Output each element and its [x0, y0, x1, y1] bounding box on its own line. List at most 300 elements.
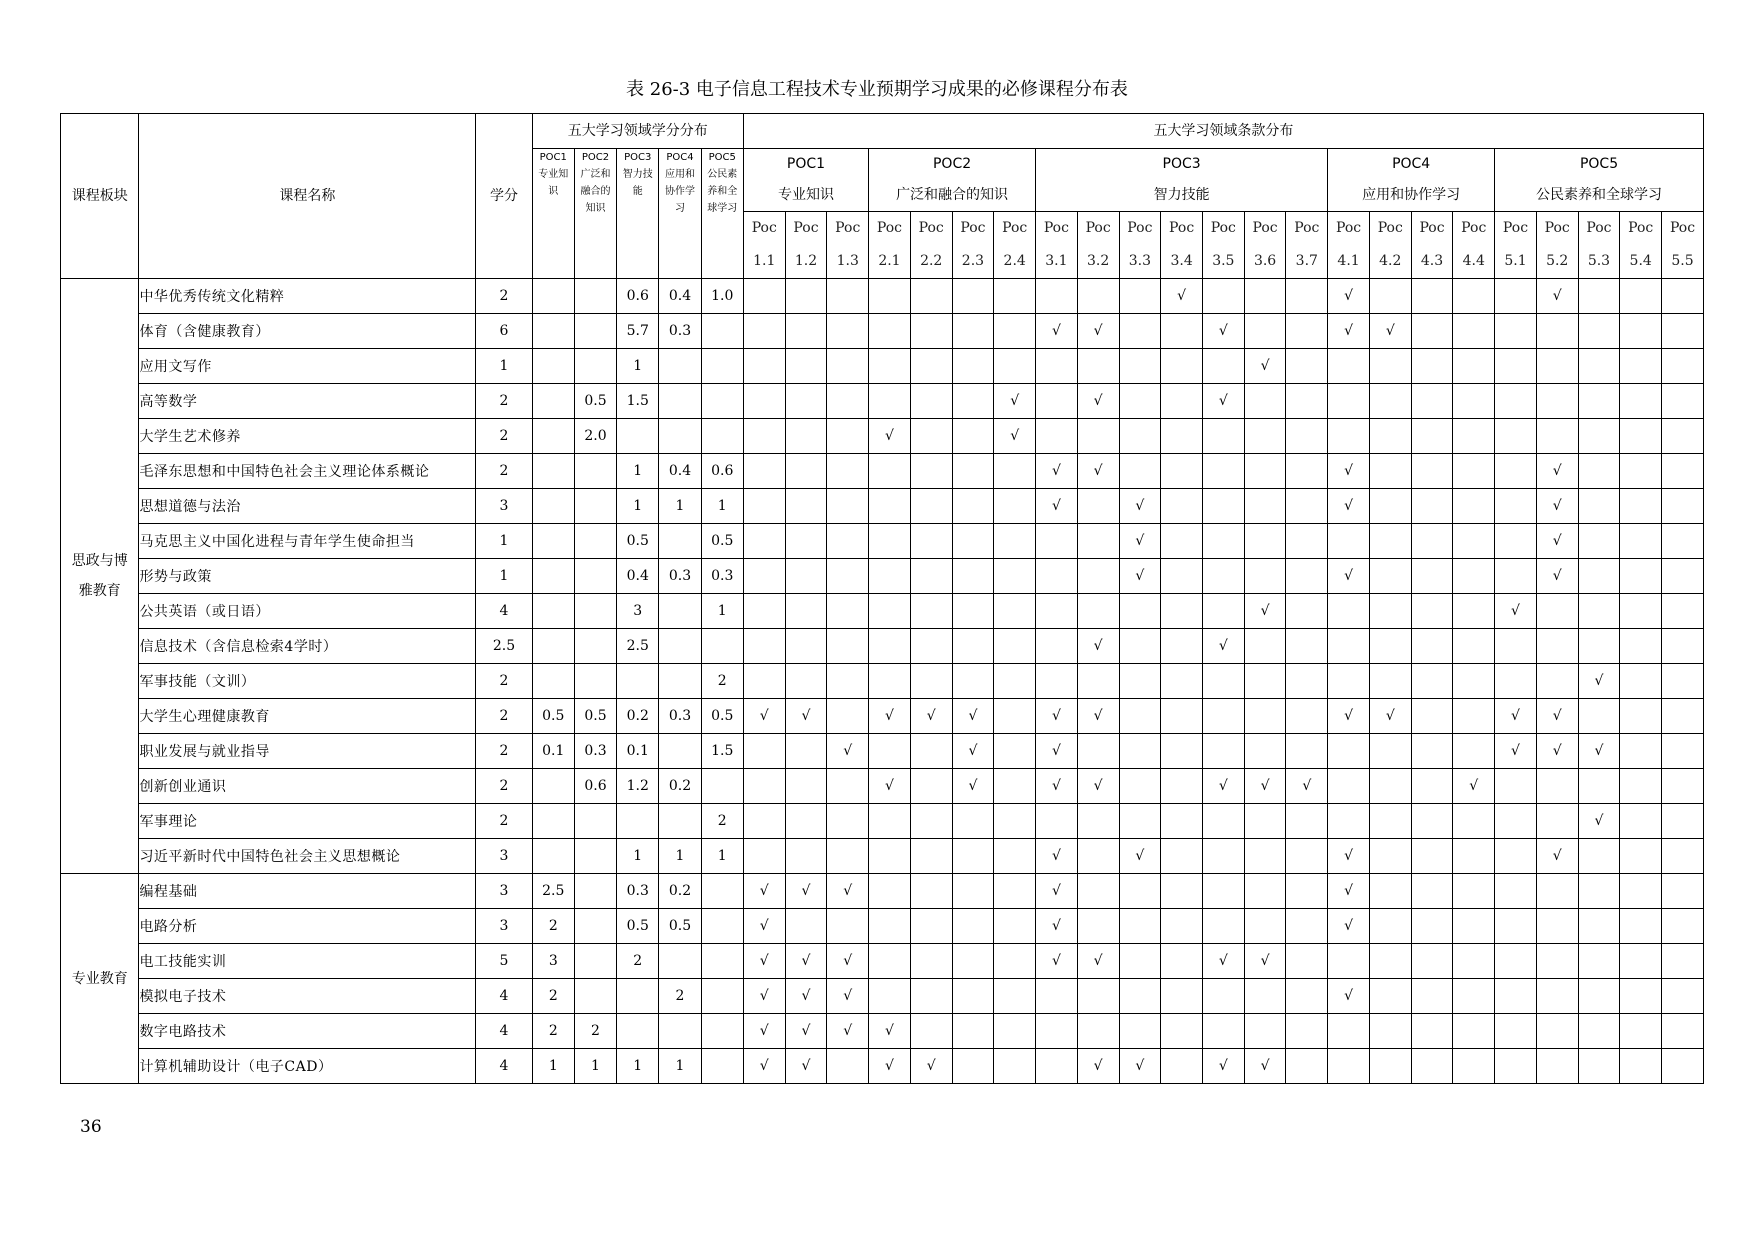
credit-dist-cell [701, 629, 743, 664]
poc-check-cell [952, 524, 994, 559]
check-mark: √ [1552, 288, 1562, 304]
check-mark: √ [801, 1058, 811, 1074]
poc-check-cell [1495, 804, 1537, 839]
poc-check-cell [1662, 594, 1704, 629]
check-mark: √ [1344, 498, 1353, 514]
poc-check-cell [1536, 559, 1578, 594]
poc-check-cell [1244, 419, 1286, 454]
poc-item-number: 5.2 [1546, 253, 1569, 269]
poc-check-cell [1495, 979, 1537, 1014]
credit-dist-cell [574, 524, 616, 559]
check-mark: √ [843, 743, 853, 759]
poc-check-cell [785, 524, 827, 559]
check-mark: √ [759, 883, 769, 899]
course-credit: 1 [476, 524, 532, 559]
poc-check-cell [910, 734, 952, 769]
credit-dist-cell [701, 874, 743, 909]
credit-dist-cell: 2 [532, 979, 574, 1014]
check-mark: √ [759, 988, 769, 1004]
poc-check-cell [1578, 629, 1620, 664]
poc-check-cell [1369, 699, 1411, 734]
poc-check-cell [1620, 489, 1662, 524]
header-line: POC5 [708, 152, 736, 163]
poc-check-cell [1620, 524, 1662, 559]
check-mark: √ [801, 1023, 811, 1039]
poc-check-cell [743, 734, 785, 769]
credit-dist-cell [532, 594, 574, 629]
poc-check-cell [1036, 419, 1078, 454]
poc-item-prefix: Poc [1502, 220, 1529, 236]
credit-dist-cell [617, 1014, 659, 1049]
poc-check-cell [1119, 979, 1161, 1014]
check-mark: √ [801, 988, 811, 1004]
poc-check-cell [1244, 839, 1286, 874]
poc-check-cell [1620, 1014, 1662, 1049]
poc-item-number: 1.3 [836, 253, 859, 269]
poc-check-cell [1369, 314, 1411, 349]
course-credit: 2 [476, 699, 532, 734]
poc-check-cell [869, 909, 911, 944]
poc-check-cell [1328, 664, 1370, 699]
check-mark: √ [1093, 1058, 1103, 1074]
poc-check-cell [910, 524, 952, 559]
credit-dist-cell [701, 979, 743, 1014]
poc-check-cell [1036, 979, 1078, 1014]
poc-item-number: 3.2 [1087, 253, 1110, 269]
header-poc-item [1077, 212, 1119, 279]
credit-dist-cell: 1 [617, 489, 659, 524]
credit-dist-cell: 0.5 [659, 909, 701, 944]
poc-check-cell [1202, 279, 1244, 314]
check-mark: √ [759, 953, 769, 969]
credit-dist-cell: 0.5 [574, 699, 616, 734]
poc-check-cell [1328, 944, 1370, 979]
poc-check-cell [1578, 1049, 1620, 1084]
course-name: 电工技能实训 [139, 944, 476, 979]
poc-check-cell [1578, 489, 1620, 524]
check-mark: √ [968, 778, 978, 794]
poc-check-cell [1244, 909, 1286, 944]
poc-check-cell [869, 454, 911, 489]
poc-check-cell [1453, 734, 1495, 769]
poc-check-cell [785, 1014, 827, 1049]
poc-check-cell [1536, 314, 1578, 349]
poc-check-cell [1036, 489, 1078, 524]
course-credit: 3 [476, 489, 532, 524]
poc-check-cell [743, 314, 785, 349]
header-poc-group-1 [743, 149, 868, 212]
poc-check-cell [1411, 699, 1453, 734]
poc-item-prefix: Poc [1085, 220, 1111, 236]
credit-dist-cell: 0.1 [617, 734, 659, 769]
poc-check-cell [1161, 454, 1203, 489]
poc-check-cell [1662, 559, 1704, 594]
credit-dist-cell [532, 384, 574, 419]
poc-check-cell [1620, 1049, 1662, 1084]
course-name: 习近平新时代中国特色社会主义思想概论 [139, 839, 476, 874]
poc-check-cell [1369, 909, 1411, 944]
poc-check-cell [827, 1049, 869, 1084]
poc-check-cell [1119, 454, 1161, 489]
poc-check-cell [1286, 524, 1328, 559]
poc-check-cell [1036, 594, 1078, 629]
credit-dist-cell: 0.3 [701, 559, 743, 594]
poc-check-cell [1077, 594, 1119, 629]
poc-check-cell [1286, 629, 1328, 664]
check-mark: √ [1344, 848, 1353, 864]
table-row [61, 629, 1704, 664]
poc-check-cell [1453, 839, 1495, 874]
credit-dist-cell: 2 [532, 909, 574, 944]
course-credit: 4 [476, 979, 532, 1014]
check-mark: √ [759, 1058, 769, 1074]
poc-check-cell [1328, 874, 1370, 909]
credit-dist-cell: 0.4 [617, 559, 659, 594]
poc-check-cell [994, 804, 1036, 839]
credit-dist-cell [701, 384, 743, 419]
poc-check-cell [910, 1049, 952, 1084]
course-credit: 2 [476, 664, 532, 699]
poc-check-cell [827, 419, 869, 454]
poc-item-prefix: Poc [793, 220, 819, 236]
poc-check-cell [827, 279, 869, 314]
credit-dist-cell: 0.5 [701, 524, 743, 559]
poc-check-cell [910, 629, 952, 664]
table-row [61, 664, 1704, 699]
poc-check-cell [1578, 279, 1620, 314]
poc-check-cell [1119, 279, 1161, 314]
poc-check-cell [1202, 944, 1244, 979]
header-poc-item [1119, 212, 1161, 279]
poc-check-cell [1328, 314, 1370, 349]
poc-group-name: 专业知识 [777, 187, 834, 203]
check-mark: √ [1511, 743, 1520, 759]
poc-check-cell [1620, 664, 1662, 699]
poc-check-cell [1119, 314, 1161, 349]
poc-check-cell [1495, 909, 1537, 944]
poc-check-cell [869, 349, 911, 384]
credit-dist-cell: 1 [701, 594, 743, 629]
check-mark: √ [1051, 918, 1061, 934]
poc-check-cell [1369, 1049, 1411, 1084]
check-mark: √ [1051, 323, 1061, 339]
poc-item-number: 2.1 [878, 253, 901, 269]
credit-dist-cell [659, 664, 701, 699]
credit-dist-cell [574, 349, 616, 384]
poc-item-number: 5.3 [1587, 253, 1611, 269]
poc-check-cell [1161, 909, 1203, 944]
poc-check-cell [1202, 874, 1244, 909]
credit-dist-cell: 0.3 [659, 699, 701, 734]
course-name: 模拟电子技术 [139, 979, 476, 1014]
poc-check-cell [1077, 874, 1119, 909]
header-poc-group-5 [1495, 149, 1704, 212]
header-poc-credit-1 [532, 149, 574, 279]
poc-check-cell [869, 489, 911, 524]
check-mark: √ [1302, 778, 1312, 794]
poc-check-cell [910, 384, 952, 419]
poc-check-cell [1244, 664, 1286, 699]
poc-check-cell [1578, 769, 1620, 804]
poc-check-cell [952, 349, 994, 384]
course-credit: 4 [476, 594, 532, 629]
check-mark: √ [1344, 708, 1353, 724]
poc-item-prefix: Poc [1461, 220, 1487, 236]
course-credit: 2 [476, 769, 532, 804]
poc-check-cell [1286, 769, 1328, 804]
course-name: 高等数学 [139, 384, 476, 419]
poc-check-cell [1578, 594, 1620, 629]
header-poc-item [1662, 212, 1704, 279]
credit-dist-cell [574, 279, 616, 314]
poc-check-cell [1328, 559, 1370, 594]
poc-check-cell [785, 559, 827, 594]
poc-check-cell [910, 559, 952, 594]
check-mark: √ [1344, 568, 1353, 584]
check-mark: √ [1051, 848, 1061, 864]
poc-check-cell [1411, 804, 1453, 839]
poc-check-cell [1620, 699, 1662, 734]
table-row [61, 454, 1704, 489]
poc-check-cell [1286, 279, 1328, 314]
check-mark: √ [759, 918, 769, 934]
poc-check-cell [869, 279, 911, 314]
poc-check-cell [1036, 559, 1078, 594]
poc-check-cell [743, 349, 785, 384]
poc-check-cell [1495, 1014, 1537, 1049]
poc-check-cell [1536, 909, 1578, 944]
poc-check-cell [1662, 804, 1704, 839]
poc-check-cell [994, 454, 1036, 489]
poc-item-prefix: Poc [835, 220, 861, 236]
header-poc-item [1286, 212, 1328, 279]
poc-check-cell [1495, 769, 1537, 804]
poc-check-cell [869, 594, 911, 629]
header-module: 课程板块 [61, 114, 139, 279]
poc-item-number: 3.7 [1295, 253, 1318, 269]
poc-check-cell [910, 769, 952, 804]
check-mark: √ [1093, 638, 1103, 654]
course-credit: 3 [476, 909, 532, 944]
poc-check-cell [952, 699, 994, 734]
credit-dist-cell: 1 [617, 454, 659, 489]
course-credit: 2 [476, 804, 532, 839]
poc-check-cell [1119, 559, 1161, 594]
poc-check-cell [994, 629, 1036, 664]
poc-check-cell [1244, 279, 1286, 314]
poc-check-cell [1119, 734, 1161, 769]
poc-check-cell [1620, 559, 1662, 594]
credit-dist-cell: 3 [532, 944, 574, 979]
poc-check-cell [743, 629, 785, 664]
check-mark: √ [968, 708, 978, 724]
poc-check-cell [1662, 839, 1704, 874]
poc-group-code: POC4 [1392, 156, 1431, 172]
poc-check-cell [1244, 734, 1286, 769]
poc-item-number: 4.4 [1462, 253, 1485, 269]
poc-check-cell [1244, 979, 1286, 1014]
poc-check-cell [785, 734, 827, 769]
poc-check-cell [869, 874, 911, 909]
poc-check-cell [1077, 349, 1119, 384]
header-poc-item [1536, 212, 1578, 279]
header-line: POC2 [581, 152, 610, 163]
poc-check-cell [1202, 839, 1244, 874]
poc-check-cell [1036, 699, 1078, 734]
check-mark: √ [1552, 848, 1562, 864]
poc-check-cell [1286, 419, 1328, 454]
check-mark: √ [1093, 778, 1103, 794]
poc-check-cell [743, 874, 785, 909]
poc-check-cell [994, 699, 1036, 734]
poc-check-cell [1411, 349, 1453, 384]
poc-item-number: 4.2 [1379, 253, 1402, 269]
poc-item-prefix: Poc [1544, 220, 1570, 236]
course-name: 应用文写作 [139, 349, 476, 384]
poc-check-cell [1411, 664, 1453, 699]
credit-dist-cell: 0.5 [617, 524, 659, 559]
poc-check-cell [1620, 944, 1662, 979]
poc-check-cell [1202, 664, 1244, 699]
credit-dist-cell: 1 [659, 839, 701, 874]
check-mark: √ [1552, 708, 1562, 724]
check-mark: √ [1051, 778, 1061, 794]
poc-item-prefix: Poc [1043, 220, 1069, 236]
poc-check-cell [1536, 349, 1578, 384]
poc-check-cell [1453, 874, 1495, 909]
poc-item-number: 5.1 [1504, 253, 1527, 269]
poc-item-prefix: Poc [1419, 220, 1445, 236]
check-mark: √ [1344, 988, 1353, 1004]
poc-check-cell [1202, 909, 1244, 944]
course-credit: 1 [476, 349, 532, 384]
course-name: 军事理论 [139, 804, 476, 839]
poc-group-name: 公民素养和全球学习 [1536, 187, 1663, 203]
poc-check-cell [1077, 804, 1119, 839]
table-row [61, 874, 1704, 909]
poc-check-cell [1202, 524, 1244, 559]
poc-check-cell [1453, 349, 1495, 384]
poc-check-cell [1119, 349, 1161, 384]
header-poc-item [952, 212, 994, 279]
table-row [61, 314, 1704, 349]
table-row [61, 279, 1704, 314]
poc-item-number: 3.1 [1045, 253, 1068, 269]
poc-check-cell [952, 454, 994, 489]
poc-check-cell [827, 804, 869, 839]
poc-check-cell [1036, 874, 1078, 909]
course-name: 大学生艺术修养 [139, 419, 476, 454]
poc-check-cell [1119, 874, 1161, 909]
poc-check-cell [1536, 454, 1578, 489]
credit-dist-cell: 1.2 [617, 769, 659, 804]
poc-check-cell [869, 769, 911, 804]
poc-check-cell [1244, 699, 1286, 734]
check-mark: √ [759, 708, 769, 724]
header-poc-item [910, 212, 952, 279]
course-credit: 3 [476, 839, 532, 874]
poc-check-cell [1286, 839, 1328, 874]
poc-check-cell [1244, 944, 1286, 979]
poc-check-cell [1369, 454, 1411, 489]
credit-dist-cell [701, 944, 743, 979]
credit-dist-cell: 0.2 [659, 769, 701, 804]
poc-check-cell [1286, 559, 1328, 594]
poc-check-cell [1369, 734, 1411, 769]
course-name: 职业发展与就业指导 [139, 734, 476, 769]
poc-item-prefix: Poc [1294, 220, 1320, 236]
poc-check-cell [827, 979, 869, 1014]
poc-check-cell [869, 419, 911, 454]
credit-dist-cell [532, 839, 574, 874]
module-name [61, 874, 139, 1084]
credit-dist-cell: 1 [701, 839, 743, 874]
poc-check-cell [1536, 804, 1578, 839]
poc-check-cell [743, 524, 785, 559]
credit-dist-cell: 1.5 [701, 734, 743, 769]
poc-item-number: 3.3 [1128, 253, 1151, 269]
poc-check-cell [1578, 384, 1620, 419]
poc-check-cell [1119, 1049, 1161, 1084]
poc-item-prefix: Poc [1586, 220, 1612, 236]
poc-check-cell [1453, 1049, 1495, 1084]
poc-check-cell [1411, 734, 1453, 769]
check-mark: √ [1093, 323, 1103, 339]
poc-check-cell [1161, 664, 1203, 699]
check-mark: √ [1010, 428, 1020, 444]
poc-check-cell [1578, 314, 1620, 349]
poc-check-cell [1328, 734, 1370, 769]
credit-dist-cell: 0.6 [574, 769, 616, 804]
credit-dist-cell [532, 629, 574, 664]
poc-check-cell [1286, 1014, 1328, 1049]
poc-check-cell [1077, 839, 1119, 874]
credit-dist-cell: 3 [617, 594, 659, 629]
poc-check-cell [1286, 909, 1328, 944]
poc-item-number: 3.6 [1253, 253, 1277, 269]
poc-check-cell [1119, 524, 1161, 559]
module-name-line: 雅教育 [78, 583, 121, 599]
poc-check-cell [1244, 1049, 1286, 1084]
credit-dist-cell: 2 [574, 1014, 616, 1049]
check-mark: √ [885, 428, 894, 444]
course-credit: 2 [476, 419, 532, 454]
poc-check-cell [1411, 454, 1453, 489]
credit-dist-cell: 1 [574, 1049, 616, 1084]
poc-check-cell [1328, 349, 1370, 384]
credit-dist-cell [617, 664, 659, 699]
poc-check-cell [1620, 384, 1662, 419]
poc-check-cell [1495, 1049, 1537, 1084]
poc-check-cell [785, 279, 827, 314]
poc-check-cell [1620, 314, 1662, 349]
poc-check-cell [1369, 664, 1411, 699]
poc-check-cell [1202, 454, 1244, 489]
credit-dist-cell [574, 979, 616, 1014]
credit-dist-cell [574, 559, 616, 594]
poc-check-cell [1662, 734, 1704, 769]
poc-check-cell [1202, 419, 1244, 454]
poc-check-cell [1161, 384, 1203, 419]
poc-check-cell [1161, 489, 1203, 524]
poc-check-cell [1119, 944, 1161, 979]
credit-dist-cell [574, 804, 616, 839]
poc-check-cell [952, 979, 994, 1014]
poc-check-cell [1662, 1014, 1704, 1049]
poc-check-cell [743, 804, 785, 839]
poc-check-cell [952, 1014, 994, 1049]
poc-check-cell [1495, 839, 1537, 874]
